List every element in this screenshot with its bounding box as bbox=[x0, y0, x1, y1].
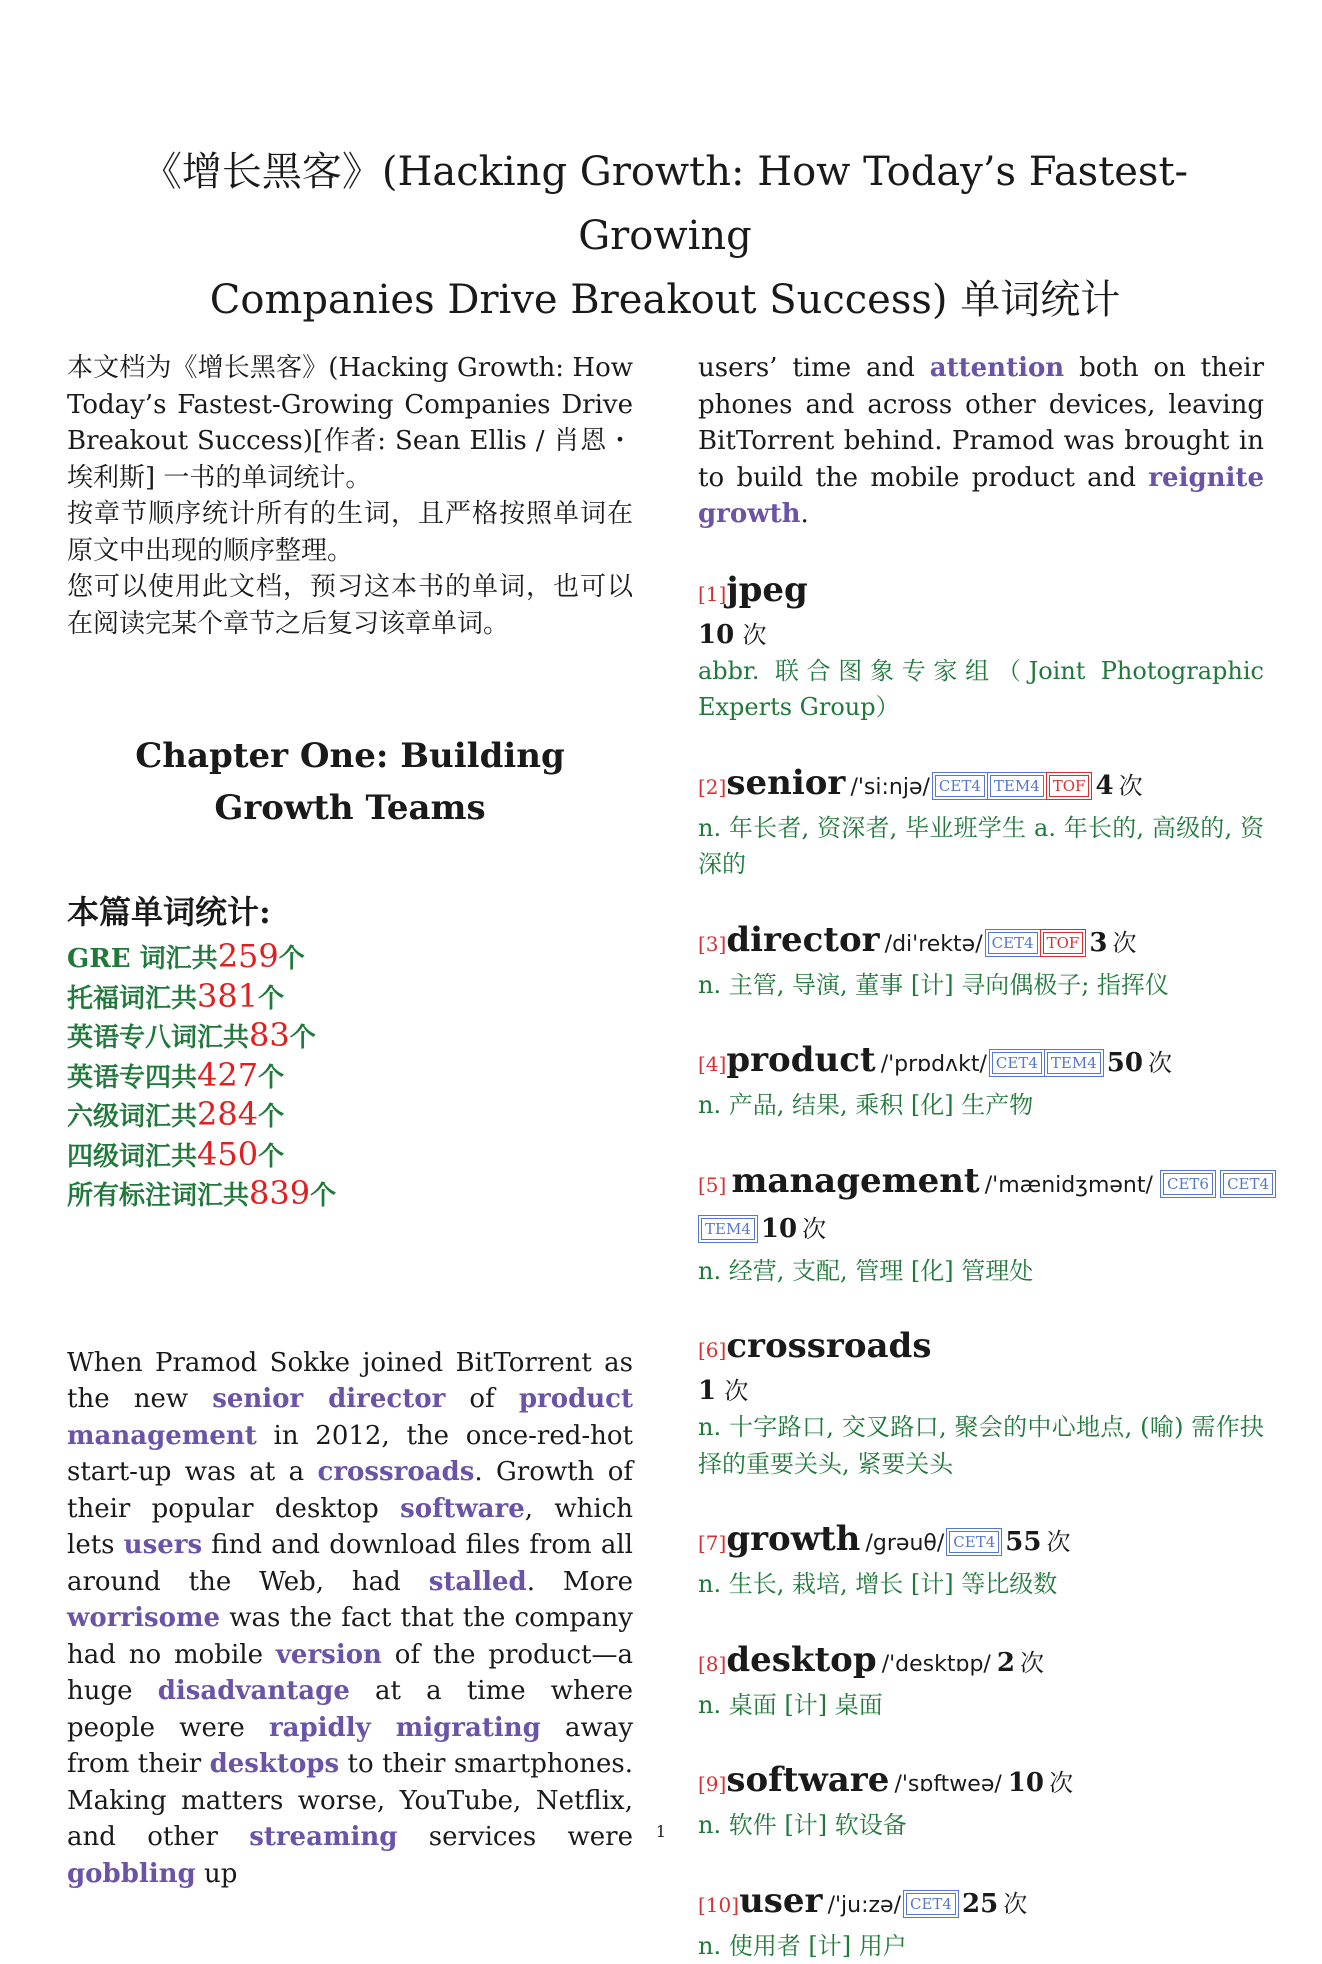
entry-definition: n. 年长者, 资深者, 毕业班学生 a. 年长的, 高级的, 资深的 bbox=[698, 810, 1264, 883]
entry-definition: n. 桌面 [计] 桌面 bbox=[698, 1687, 1264, 1724]
entry-index: [3] bbox=[698, 932, 726, 956]
entry-count-unit: 次 bbox=[1047, 1528, 1071, 1556]
entry-count-unit: 次 bbox=[1020, 1649, 1044, 1677]
highlight-word: attention bbox=[930, 353, 1064, 383]
entry-count-unit: 次 bbox=[724, 1377, 748, 1405]
stat-unit: 个 bbox=[258, 1063, 284, 1093]
highlight-word: rapidly migrating bbox=[269, 1713, 541, 1743]
entry-phonetic: /'prɒdʌkt/ bbox=[881, 1052, 987, 1077]
stat-label: 英语专四共 bbox=[67, 1063, 197, 1093]
tag-badge: TOF bbox=[1049, 775, 1090, 797]
entry-index: [2] bbox=[698, 775, 726, 799]
entry-definition: abbr. 联合图象专家组（Joint Photographic Experts Group） bbox=[698, 653, 1264, 726]
stat-value: 83 bbox=[249, 1016, 290, 1054]
entry-phonetic: /'sɒftweə/ bbox=[894, 1772, 1001, 1797]
stat-unit: 个 bbox=[258, 984, 284, 1014]
entry-count-unit: 次 bbox=[742, 621, 766, 649]
stat-line-all bbox=[67, 1175, 633, 1215]
entry-count-unit: 次 bbox=[802, 1215, 826, 1243]
entry-phonetic: /grəuθ/ bbox=[866, 1531, 945, 1556]
entry-definition: n. 十字路口, 交叉路口, 聚会的中心地点, (喻) 需作抉择的重要关头, 紧要关头 bbox=[698, 1409, 1264, 1482]
stat-label: 所有标注词汇共 bbox=[67, 1181, 249, 1211]
entry-definition: n. 经营, 支配, 管理 [化] 管理处 bbox=[698, 1253, 1264, 1290]
entry-word: director bbox=[726, 920, 879, 960]
entry-definition: n. 主管, 导演, 董事 [计] 寻向偶极子; 指挥仪 bbox=[698, 967, 1264, 1004]
highlight-word: stalled bbox=[429, 1567, 527, 1597]
passage-text: at a time where people were bbox=[67, 1676, 633, 1743]
passage-continuation bbox=[698, 350, 1264, 533]
tag-badge: TOF bbox=[1043, 932, 1084, 954]
entry-count: 25 bbox=[962, 1889, 998, 1919]
stats-title: 本篇单词统计: bbox=[67, 890, 633, 934]
highlight-word: software bbox=[400, 1494, 525, 1524]
entry-index: [4] bbox=[698, 1052, 726, 1076]
highlight-word: version bbox=[276, 1640, 382, 1670]
vocab-entry-jpeg bbox=[698, 569, 1264, 726]
tag-badge: TEM4 bbox=[701, 1218, 755, 1240]
right-column bbox=[698, 350, 1264, 1964]
tag-badge: CET4 bbox=[1223, 1173, 1273, 1195]
entry-count: 2 bbox=[997, 1648, 1015, 1678]
entry-phonetic: /'ju:zə/ bbox=[828, 1893, 901, 1918]
passage-text: of bbox=[445, 1384, 519, 1414]
stats-list bbox=[67, 938, 633, 1215]
chapter-heading: Chapter One: Building Growth Teams bbox=[67, 730, 633, 834]
vocab-entry-growth bbox=[698, 1518, 1264, 1603]
highlight-word: streaming bbox=[249, 1822, 397, 1852]
stat-label: GRE 词汇共 bbox=[67, 944, 218, 974]
passage-text: of the product—a huge bbox=[67, 1640, 633, 1707]
passage-text: users’ time and bbox=[698, 353, 930, 383]
highlight-word: disadvantage bbox=[158, 1676, 350, 1706]
stat-label: 英语专八词汇共 bbox=[67, 1023, 249, 1053]
stat-label: 六级词汇共 bbox=[67, 1102, 197, 1132]
highlight-word: product management bbox=[67, 1384, 633, 1451]
passage-text: . Growth of their popular desktop bbox=[67, 1457, 633, 1524]
page-number: 1 bbox=[0, 1822, 1322, 1841]
entry-phonetic: /'desktɒp/ bbox=[882, 1652, 991, 1677]
vocab-entry-senior bbox=[698, 762, 1264, 883]
passage-text: find and download files from all around the Web, had bbox=[67, 1530, 633, 1597]
entry-count: 55 bbox=[1005, 1527, 1041, 1557]
entry-word: growth bbox=[726, 1519, 860, 1559]
entry-word: management bbox=[731, 1161, 979, 1201]
entry-count: 4 bbox=[1095, 771, 1113, 801]
vocab-entry-management bbox=[698, 1160, 1264, 1290]
entry-index: [1] bbox=[698, 582, 726, 606]
stat-value: 284 bbox=[197, 1095, 258, 1133]
entry-count-unit: 次 bbox=[1119, 772, 1143, 800]
tag-badge: CET4 bbox=[906, 1893, 956, 1915]
entry-definition: n. 生长, 栽培, 增长 [计] 等比级数 bbox=[698, 1566, 1264, 1603]
passage-text: services were bbox=[397, 1822, 633, 1852]
entry-word: desktop bbox=[726, 1640, 876, 1680]
stat-value: 381 bbox=[197, 977, 258, 1015]
stat-unit: 个 bbox=[310, 1181, 336, 1211]
entry-count: 10 bbox=[1008, 1768, 1044, 1798]
title-line-2: Companies Drive Breakout Success) 单词统计 bbox=[70, 268, 1260, 332]
passage-text: in 2012, the once-red-hot start-up was at a bbox=[67, 1421, 633, 1488]
highlight-word: senior director bbox=[212, 1384, 445, 1414]
highlight-word: desktops bbox=[210, 1749, 340, 1779]
highlight-word: worrisome bbox=[67, 1603, 220, 1633]
highlight-word: gobbling bbox=[67, 1859, 196, 1889]
tag-badge: CET4 bbox=[988, 932, 1038, 954]
intro-paragraph-3: 您可以使用此文档，预习这本书的单词，也可以在阅读完某个章节之后复习该章单词。 bbox=[67, 569, 633, 642]
stat-line-tem4 bbox=[67, 1057, 633, 1097]
stat-label: 四级词汇共 bbox=[67, 1142, 197, 1172]
stat-value: 839 bbox=[249, 1174, 310, 1212]
passage-text: When Pramod Sokke joined BitTorrent as the new bbox=[67, 1348, 633, 1415]
entry-index: [10] bbox=[698, 1893, 739, 1917]
entry-word: senior bbox=[726, 763, 845, 803]
entry-index: [8] bbox=[698, 1652, 726, 1676]
entry-count-unit: 次 bbox=[1113, 929, 1137, 957]
entry-word: software bbox=[726, 1760, 889, 1800]
entry-count-unit: 次 bbox=[1049, 1769, 1073, 1797]
entry-definition: n. 产品, 结果, 乘积 [化] 生产物 bbox=[698, 1087, 1264, 1124]
stat-value: 259 bbox=[218, 937, 279, 975]
highlight-word: reignite growth bbox=[698, 463, 1264, 530]
entry-count: 10 bbox=[698, 620, 734, 650]
tag-badge: CET4 bbox=[949, 1531, 999, 1553]
entry-count-unit: 次 bbox=[1148, 1049, 1172, 1077]
title-line-1: 《增长黑客》(Hacking Growth: How Today’s Fastest-Growing bbox=[70, 140, 1260, 268]
vocab-entry-product bbox=[698, 1039, 1264, 1124]
vocab-entry-user bbox=[698, 1880, 1264, 1964]
entry-count: 3 bbox=[1089, 928, 1107, 958]
passage-text: to their smartphones. Making matters worse, YouTube, Netflix, and other bbox=[67, 1749, 633, 1852]
document-title bbox=[70, 140, 1260, 332]
tag-badge: CET6 bbox=[1163, 1173, 1213, 1195]
stat-unit: 个 bbox=[290, 1023, 316, 1053]
entry-phonetic: /'mænidʒmənt/ bbox=[985, 1173, 1153, 1198]
stat-unit: 个 bbox=[279, 944, 305, 974]
tag-badge: TEM4 bbox=[990, 775, 1044, 797]
intro-paragraph-1: 本文档为《增长黑客》(Hacking Growth: How Today’s Fastest-Growing Companies Drive Breakout Success)[作者: Sean Ellis / 肖恩・埃利斯] 一书的单词统计。 bbox=[67, 350, 633, 496]
highlight-word: users bbox=[124, 1530, 202, 1560]
stat-value: 450 bbox=[197, 1135, 258, 1173]
tag-badge: CET4 bbox=[992, 1052, 1042, 1074]
entry-index: [9] bbox=[698, 1772, 726, 1796]
passage-text: , which lets bbox=[67, 1494, 633, 1561]
stat-line-cet6 bbox=[67, 1096, 633, 1136]
entry-index: [7] bbox=[698, 1531, 726, 1555]
tag-badge: CET4 bbox=[935, 775, 985, 797]
entry-word: user bbox=[739, 1881, 822, 1921]
entry-count: 1 bbox=[698, 1376, 716, 1406]
vocab-entry-desktop bbox=[698, 1639, 1264, 1724]
passage-excerpt bbox=[67, 1345, 633, 1893]
vocab-entry-crossroads bbox=[698, 1325, 1264, 1482]
entry-word: crossroads bbox=[726, 1326, 931, 1366]
passage-text: . bbox=[801, 499, 809, 529]
stat-unit: 个 bbox=[258, 1142, 284, 1172]
passage-text: away from their bbox=[67, 1713, 633, 1780]
entry-definition: n. 使用者 [计] 用户 bbox=[698, 1928, 1264, 1964]
tag-badge: TEM4 bbox=[1047, 1052, 1101, 1074]
vocab-entry-director bbox=[698, 919, 1264, 1004]
entry-count: 10 bbox=[761, 1214, 797, 1244]
entry-index: [6] bbox=[698, 1338, 726, 1362]
stat-value: 427 bbox=[197, 1056, 258, 1094]
entry-phonetic: /di'rektə/ bbox=[885, 932, 983, 957]
entry-word: product bbox=[726, 1040, 875, 1080]
entry-phonetic: /'si:njə/ bbox=[850, 775, 929, 800]
passage-text: both on their phones and across other devices, leaving BitTorrent behind. Pramod was brought in to build the mobile product and bbox=[698, 353, 1264, 493]
stat-line-tem8 bbox=[67, 1017, 633, 1057]
stat-line-toefl bbox=[67, 978, 633, 1018]
left-column bbox=[67, 350, 633, 1892]
entry-word: jpeg bbox=[726, 570, 807, 610]
entry-definition: n. 软件 [计] 软设备 bbox=[698, 1807, 1264, 1844]
passage-text: . More bbox=[527, 1567, 633, 1597]
passage-text: up bbox=[196, 1859, 238, 1889]
stat-line-cet4 bbox=[67, 1136, 633, 1176]
entry-count-unit: 次 bbox=[1003, 1890, 1027, 1918]
passage-text: was the fact that the company had no mobile bbox=[67, 1603, 633, 1670]
intro-paragraph-2: 按章节顺序统计所有的生词，且严格按照单词在原文中出现的顺序整理。 bbox=[67, 496, 633, 569]
stat-unit: 个 bbox=[258, 1102, 284, 1132]
highlight-word: crossroads bbox=[318, 1457, 475, 1487]
entry-count: 50 bbox=[1107, 1048, 1143, 1078]
entry-index: [5] bbox=[698, 1173, 726, 1197]
stat-line-gre bbox=[67, 938, 633, 978]
stat-label: 托福词汇共 bbox=[67, 984, 197, 1014]
